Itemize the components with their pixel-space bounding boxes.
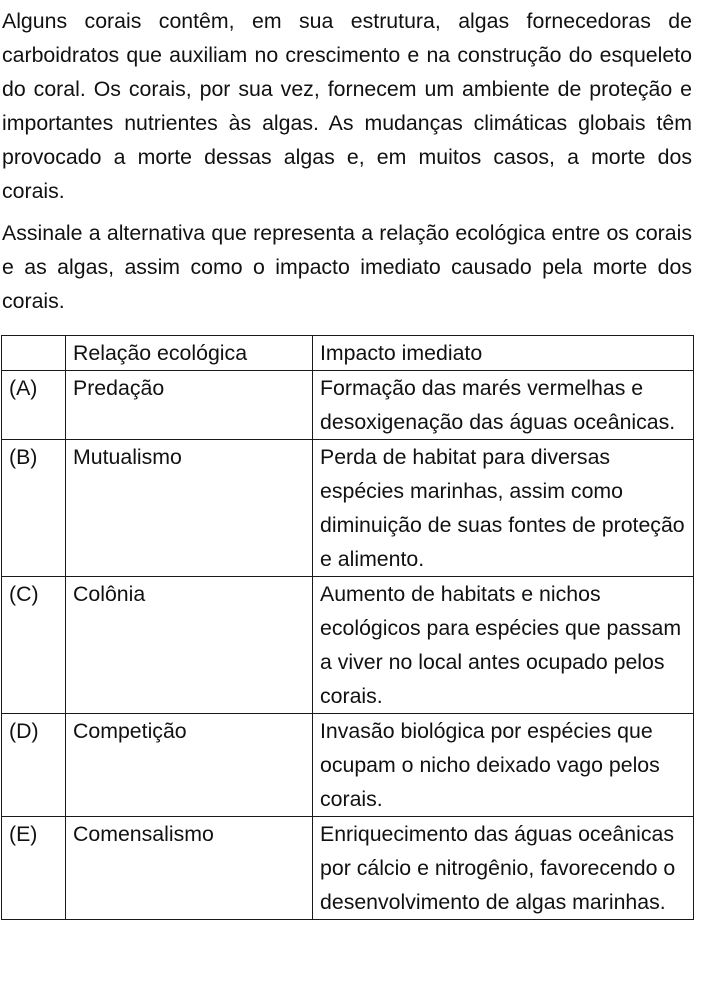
option-impact: Formação das marés vermelhas e desoxigenação das águas oceânicas.: [313, 371, 694, 440]
question-context-paragraph: Alguns corais contêm, em sua estrutura, algas fornecedoras de carboidratos que auxiliam no crescimento e na construção do esqueleto do coral. Os corais, por sua vez, fornecem um ambiente de proteção e importantes nutrientes às algas. As mudanças climáticas globais têm provocado a morte dessas algas e, em muitos casos, a morte dos corais.: [2, 9, 692, 203]
option-letter: (C): [2, 577, 66, 714]
option-impact: Aumento de habitats e nichos ecológicos para espécies que passam a viver no local antes ocupado pelos corais.: [313, 577, 694, 714]
table-row[interactable]: [2, 371, 694, 440]
option-impact: Invasão biológica por espécies que ocupam o nicho deixado vago pelos corais.: [313, 714, 694, 817]
header-impact: Impacto imediato: [313, 336, 694, 371]
option-letter: (A): [2, 371, 66, 440]
question-prompt-paragraph: Assinale a alternativa que representa a relação ecológica entre os corais e as algas, assim como o impacto imediato causado pela morte dos corais.: [2, 221, 692, 313]
header-letter-cell: [2, 336, 66, 371]
header-relation: Relação ecológica: [66, 336, 313, 371]
table-row[interactable]: [2, 817, 694, 920]
option-relation: Mutualismo: [66, 440, 313, 577]
option-relation: Comensalismo: [66, 817, 313, 920]
option-impact: Enriquecimento das águas oceânicas por cálcio e nitrogênio, favorecendo o desenvolvimento de algas marinhas.: [313, 817, 694, 920]
option-relation: Colônia: [66, 577, 313, 714]
answer-options-table: [1, 335, 694, 920]
table-row[interactable]: [2, 577, 694, 714]
table-header-row: [2, 336, 694, 371]
table-row[interactable]: [2, 714, 694, 817]
option-relation: Predação: [66, 371, 313, 440]
option-letter: (D): [2, 714, 66, 817]
option-letter: (E): [2, 817, 66, 920]
option-impact: Perda de habitat para diversas espécies marinhas, assim como diminuição de suas fontes de proteção e alimento.: [313, 440, 694, 577]
option-letter: (B): [2, 440, 66, 577]
table-row[interactable]: [2, 440, 694, 577]
option-relation: Competição: [66, 714, 313, 817]
